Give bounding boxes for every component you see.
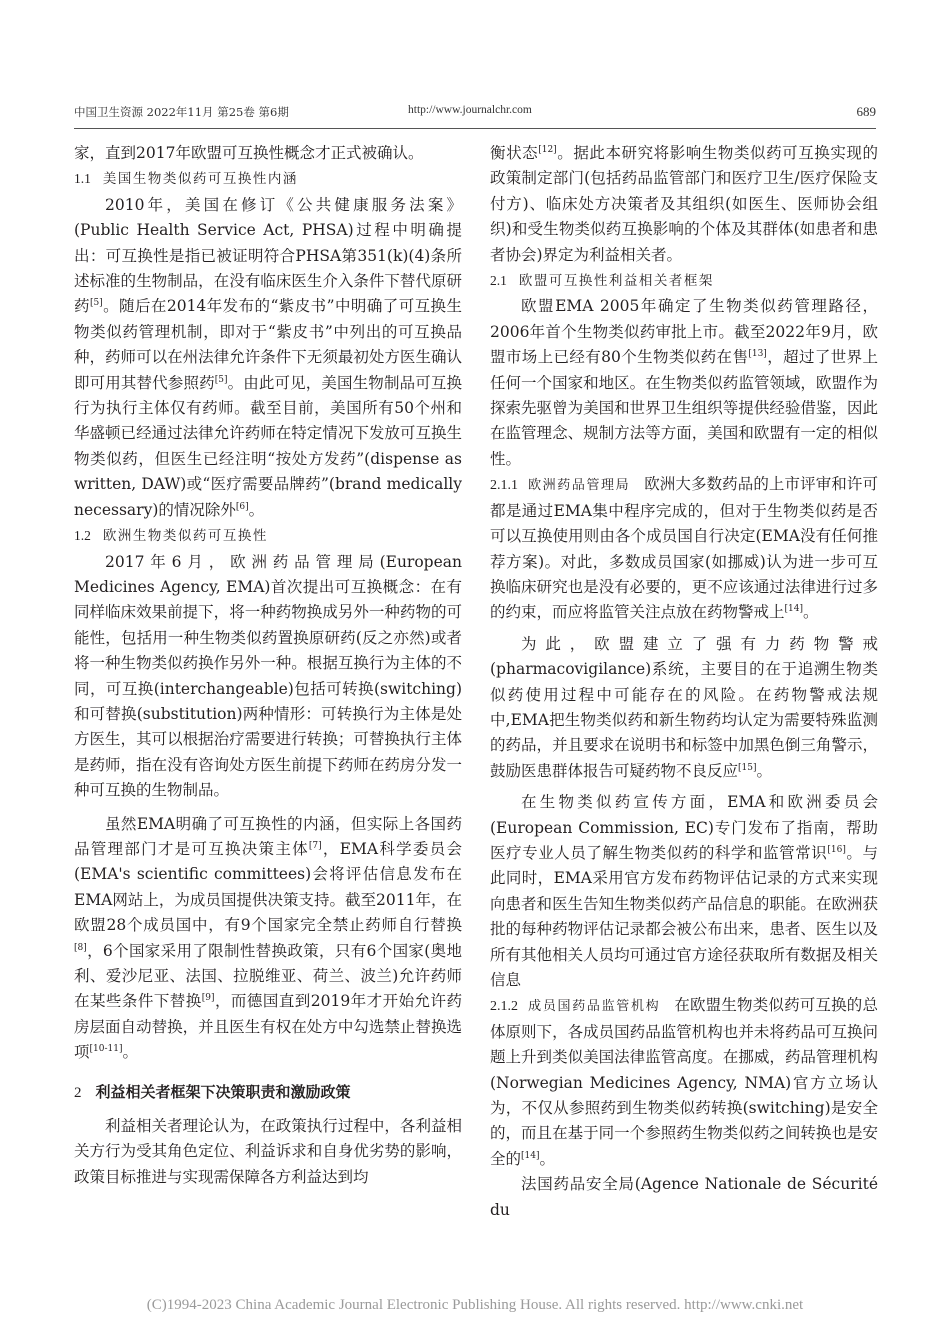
paragraph: 2010年，美国在修订《公共健康服务法案》(Public Health Service Act, PHSA)过程中明确提出：可互换性是指已被证明符合PHSA第351(k)(4)条所述标准的生物制品，在没有临床医生介入条件下替代原研药[5]。随后在2014年发布的“紫皮书”中明确了可互换生物类似药管理机制，即对于“紫皮书”中列出的可互换品种，药师可以在州法律允许条件下无须最初处方医生确认即可用其替代参照药[5]。由此可见，美国生物制品可互换行为执行主体仅有药师。截至目前，美国所有50个州和华盛顿已经通过法律允许药师在特定情况下发放可互换生物类似药，但医生已经注明“按处方发药”(dispense as written, DAW)或“医疗需要品牌药”(brand medically necessary)的情况除外[6]。	[74, 195, 462, 519]
citation[interactable]: [9]	[201, 993, 215, 1004]
citation[interactable]: [10-11]	[89, 1044, 123, 1055]
paragraph: 利益相关者理论认为，在政策执行过程中，各利益相关方行为受其角色定位、利益诉求和自身优劣势的影响，政策目标推进与实现需保障各方利益达到均	[74, 1117, 462, 1186]
subsection-title: 成员国药品监管机构	[528, 999, 661, 1015]
citation[interactable]: [12]	[538, 145, 557, 155]
citation[interactable]: [7]	[308, 840, 322, 851]
paragraph: 2017年6月，欧洲药品管理局(European Medicines Agency, EMA)首次提出可互换概念：在有同样临床效果前提下，将一种药物换成另外一种药物的可能性，包括用一种生物类似药置换原研药(反之亦然)或者将一种生物类似药换作另外一种。根据互换行为主体的不同，可互换(interchangeable)包括可转换(switching)和可替换(substitution)两种情形：可转换行为主体是处方医生，其可以根据治疗需要进行转换；可替换执行主体是药师，指在没有咨询处方医生前提下药师在药房分发一种可互换的生物制品。	[74, 552, 462, 800]
citation[interactable]: [15]	[738, 762, 757, 773]
paragraph: 法国药品安全局(Agence Nationale de Sécurité du	[490, 1175, 878, 1219]
citation[interactable]: [6]	[235, 501, 249, 512]
paragraph: 家，直到2017年欧盟可互换性概念才正式被确认。	[74, 144, 424, 162]
paragraph: 在生物类似药宣传方面，EMA和欧洲委员会(European Commission, EC)专门发布了指南，帮助医疗专业人员了解生物类似药的科学和监管常识[16]。与此同时，EMA采用官方发布药物评估记录的方式来实现向患者和医生告知生物类似药产品信息的职能。在欧洲获批的每种药物评估记录都会被公布出来，患者、医生以及所有其他相关人员均可通过官方途径获取所有数据及相关信息	[490, 793, 878, 989]
paragraph-2-1-1: 2.1.1 欧洲药品管理局 欧洲大多数药品的上市评审和许可都是通过EMA集中程序完成的，但对于生物类似药是否可以互换使用则由各个成员国自行决定(EMA没有任何推荐方案)。对此，多数成员国家(如挪威)认为进一步可互换临床研究也是没有必要的，更不应该通过法律进行过多的约束，而应将监管关注点放在药物警戒上[14]。	[490, 475, 878, 622]
subsection-number: 2.1.1	[490, 478, 518, 494]
section-heading-1-2: 1.2 欧洲生物类似药可互换性	[74, 528, 268, 545]
paragraph: 虽然EMA明确了可互换性的内涵，但实际上各国药品管理部门才是可互换决策主体[7]，EMA科学委员会(EMA's scientific committees)会将评估信息发布在EMA网站上，为成员国提供决策支持。截至2011年，在欧盟28个成员国中，有9个国家完全禁止药师自行替换[8]，6个国家采用了限制性替换政策，只有6个国家(奥地利、爱沙尼亚、法国、拉脱维亚、荷兰、波兰)允许药师在某些条件下替换[9]，而德国直到2019年才开始允许药房层面自动替换，并且医生有权在处方中勾选禁止替换选项[10-11]。	[74, 814, 462, 1062]
header-rule	[74, 128, 876, 129]
left-column	[74, 141, 462, 1190]
paragraph-2-1-2: 2.1.2 成员国药品监管机构 在欧盟生物类似药可互换的总体原则下，各成员国药品监管机构也并未将药品可互换问题上升到类似美国法律监管高度。在挪威，药品管理机构(Norwegian Medicines Agency, NMA)官方立场认为，不仅从参照药到生物类似药转换(switching)是安全的，而且在基于同一个参照药生物类似药之间转换也是安全的[14]。	[490, 996, 878, 1168]
journal-url[interactable]: http://www.journalchr.com	[408, 104, 532, 116]
citation[interactable]: [5]	[89, 298, 103, 309]
citation[interactable]: [16]	[827, 844, 846, 855]
citation[interactable]: [5]	[214, 374, 228, 385]
subsection-title: 欧洲药品管理局	[528, 478, 631, 494]
section-heading-1-1: 1.1 美国生物类似药可互换性内涵	[74, 171, 298, 188]
paragraph: 为此，欧盟建立了强有力药物警戒(pharmacovigilance)系统，主要目的在于追溯生物类似药使用过程中可能存在的风险。在药物警戒法规中,EMA把生物类似药和新生物药均认定为需要特殊监测的药品，并且要求在说明书和标签中加黑色倒三角警示，鼓励医患群体报告可疑药物不良反应[15]。	[490, 634, 878, 780]
citation[interactable]: [13]	[748, 349, 767, 360]
right-column	[490, 141, 878, 1223]
section-heading-2-1: 2.1 欧盟可互换性利益相关者框架	[490, 273, 714, 290]
copyright-footer: (C)1994-2023 China Academic Journal Electronic Publishing House. All rights reserved. http://www.cnki.net	[146, 1297, 804, 1313]
page-number: 689	[856, 104, 876, 119]
citation[interactable]: [14]	[784, 604, 803, 615]
subsection-number: 2.1.2	[490, 999, 518, 1015]
citation[interactable]: [14]	[521, 1150, 540, 1161]
journal-info: 中国卫生资源 2022年11月 第25卷 第6期	[74, 105, 289, 119]
section-heading-2: 2 利益相关者框架下决策职责和激励政策	[74, 1082, 351, 1101]
paragraph: 欧盟EMA 2005年确定了生物类似药管理路径，2006年首个生物类似药审批上市。截至2022年9月，欧盟市场上已经有80个生物类似药在售[13]，超过了世界上任何一个国家和地区。在生物类似药监管领域，欧盟作为探索先驱曾为美国和世界卫生组织等提供经验借鉴，因此在监管理念、规制方法等方面，美国和欧盟有一定的相似性。	[490, 297, 878, 468]
paragraph: 衡状态[12]。据此本研究将影响生物类似药可互换实现的政策制定部门(包括药品监管部门和医疗卫生/医疗保险支付方)、临床处方决策者及其组织(如医生、医师协会组织)和受生物类似药互换影响的个体及其群体(如患者和患者协会)界定为利益相关者。	[490, 144, 878, 264]
citation[interactable]: [8]	[74, 942, 87, 953]
running-header	[74, 104, 874, 124]
